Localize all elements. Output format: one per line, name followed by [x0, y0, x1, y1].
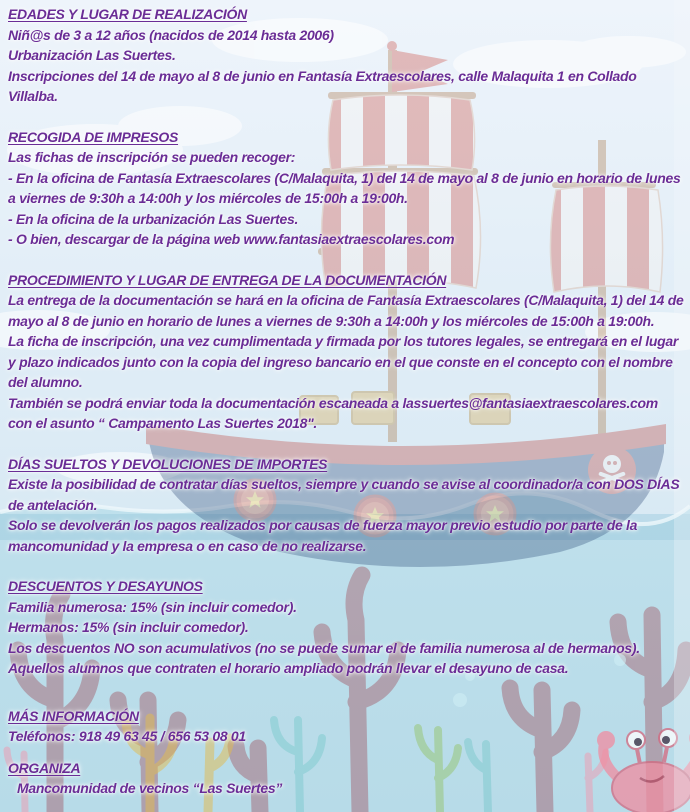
- breakfast-line: Aquellos alumnos que contraten el horario ampliado podrán llevar el desayuno de casa.: [8, 660, 569, 676]
- section-heading-dias-sueltos: DÍAS SUELTOS Y DEVOLUCIONES DE IMPORTES: [8, 455, 328, 472]
- delivery-email-line: También se podrá enviar toda la documentación escaneada a lassuertes@fantasiaextraescolares.com con el asunto “ Campamento Las Suertes 2018".: [8, 394, 658, 431]
- section-heading-recogida: RECOGIDA DE IMPRESOS: [8, 128, 179, 145]
- location-line: Urbanización Las Suertes.: [8, 47, 176, 63]
- inscription-dates-line: Inscripciones del 14 de mayo al 8 de junio en Fantasía Extraescolares, calle Malaquita 1 en Collado Villalba.: [8, 67, 637, 104]
- section-procedimiento: [8, 270, 684, 434]
- refunds-line: Solo se devolverán los pagos realizados por causas de fuerza mayor previo estudio por parte de la mancomunidad y la empresa o en caso de no realizarse.: [8, 517, 638, 554]
- section-dias-sueltos: [8, 454, 684, 557]
- non-cumulative-line: Los descuentos NO son acumulativos (no se puede sumar el de familia numerosa al de hermanos).: [8, 639, 640, 656]
- pickup-intro-line: Las fichas de inscripción se pueden recoger:: [8, 149, 296, 165]
- siblings-discount-line: Hermanos: 15% (sin incluir comedor).: [8, 619, 249, 635]
- phones-line: Teléfonos: 918 49 63 45 / 656 53 08 01: [8, 728, 246, 744]
- delivery-office-line: La entrega de la documentación se hará en la oficina de Fantasía Extraescolares (C/Malaquita, 1) del 14 de mayo al 8 de junio en horario de lunes a viernes de 9:30h a 14:00h y los miércoles de 15:00h a 19:00h.: [8, 292, 684, 329]
- ages-line: Niñ@s de 3 a 12 años (nacidos de 2014 hasta 2006): [8, 26, 334, 43]
- section-descuentos: [8, 576, 684, 679]
- delivery-form-line: La ficha de inscripción, una vez cumplimentada y firmada por los tutores legales, se entregará en el lugar y plazo indicados junto con la copia del ingreso bancario en el que conste en el concepto con el nombre del alumno.: [8, 333, 678, 390]
- pickup-web-line: - O bien, descargar de la página web www.fantasiaextraescolares.com: [8, 231, 455, 247]
- pickup-office-line: - En la oficina de Fantasía Extraescolares (C/Malaquita, 1) del 14 de mayo al 8 de junio en horario de lunes a viernes de 9:30h a 14:00h y los miércoles de 15:00h a 19:00h.: [8, 169, 681, 206]
- organizer-line: Mancomunidad de vecinos “Las Suertes”: [17, 780, 283, 796]
- section-heading-organiza: ORGANIZA: [8, 759, 81, 776]
- section-mas-informacion: [8, 706, 684, 747]
- section-heading-mas-informacion: MÁS INFORMACIÓN: [8, 707, 139, 724]
- section-heading-edades: EDADES Y LUGAR DE REALIZACIÓN: [8, 6, 247, 22]
- section-heading-descuentos: DESCUENTOS Y DESAYUNOS: [8, 578, 203, 594]
- pickup-urbanization-line: - En la oficina de la urbanización Las Suertes.: [8, 210, 299, 227]
- single-days-line: Existe la posibilidad de contratar días sueltos, siempre y cuando se avise al coordinador/a con DOS DÍAS de antelación.: [8, 476, 680, 513]
- section-heading-procedimiento: PROCEDIMIENTO Y LUGAR DE ENTREGA DE LA DOCUMENTACIÓN: [8, 271, 447, 288]
- section-organiza: [8, 758, 684, 799]
- section-edades: [8, 4, 684, 107]
- large-family-discount-line: Familia numerosa: 15% (sin incluir comedor).: [8, 598, 297, 615]
- section-recogida: [8, 127, 684, 250]
